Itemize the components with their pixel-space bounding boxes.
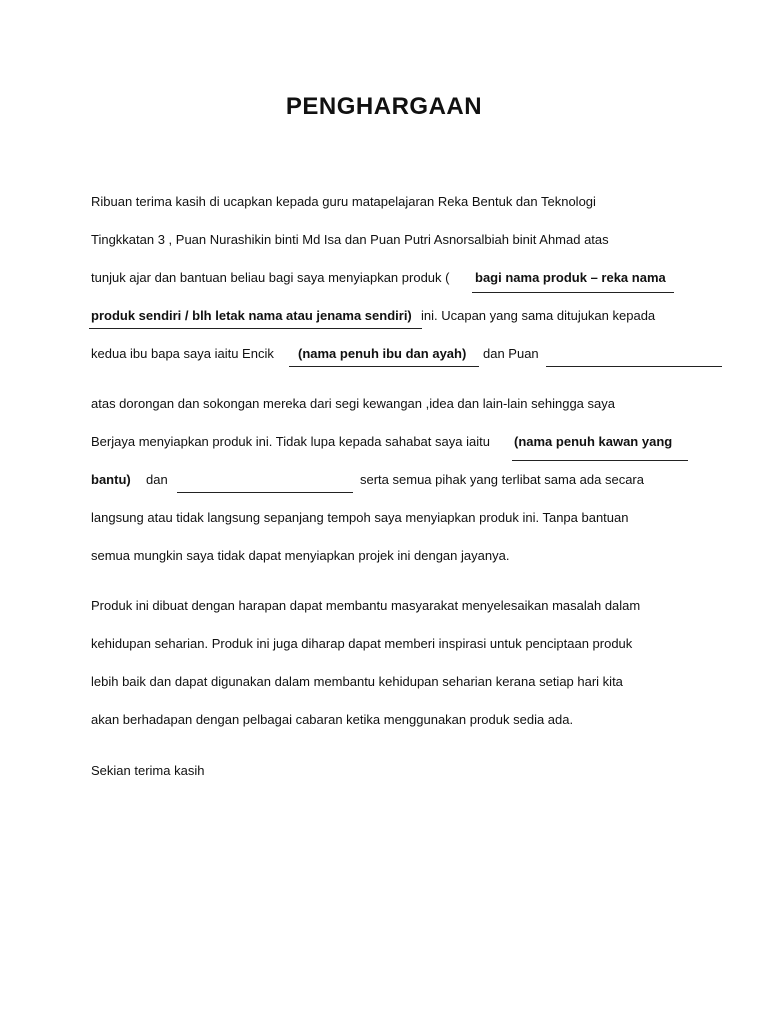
paragraph-1-line-3-text: tunjuk ajar dan bantuan beliau bagi saya menyiapkan produk (	[91, 270, 450, 285]
paragraph-1-line-2: Tingkkatan 3 , Puan Nurashikin binti Md Isa dan Puan Putri Asnorsalbiah binit Ahmad atas	[91, 232, 609, 247]
product-name-placeholder-part-1: bagi nama produk – reka nama	[475, 270, 666, 285]
friend-name-placeholder-part-1: (nama penuh kawan yang	[514, 434, 673, 449]
parents-name-placeholder: (nama penuh ibu dan ayah)	[298, 346, 467, 361]
paragraph-1-line-8-text: serta semua pihak yang terlibat sama ada secara	[360, 472, 644, 487]
paragraph-2-line-2: kehidupan seharian. Produk ini juga diharap dapat memberi inspirasi untuk penciptaan produk	[91, 636, 633, 651]
blank-line-father	[289, 366, 479, 367]
page-title: PENGHARGAAN	[285, 93, 483, 120]
paragraph-1-line-10: semua mungkin saya tidak dapat menyiapkan projek ini dengan jayanya.	[91, 548, 510, 563]
closing-text: Sekian terima kasih	[91, 763, 205, 778]
paragraph-1-dan-text: dan	[146, 472, 168, 487]
blank-line-product-1	[472, 292, 674, 293]
paragraph-1-line-1: Ribuan terima kasih di ucapkan kepada guru matapelajaran Reka Bentuk dan Teknologi	[91, 194, 596, 209]
paragraph-1-line-6: atas dorongan dan sokongan mereka dari segi kewangan ,idea dan lain-lain sehingga saya	[91, 396, 615, 411]
paragraph-2-line-3: lebih baik dan dapat digunakan dalam membantu kehidupan seharian kerana setiap hari kita	[91, 674, 623, 689]
paragraph-1-line-9: langsung atau tidak langsung sepanjang tempoh saya menyiapkan produk ini. Tanpa bantuan	[91, 510, 629, 525]
blank-line-mother	[546, 366, 722, 367]
paragraph-1-line-4-text: ini. Ucapan yang sama ditujukan kepada	[421, 308, 656, 323]
paragraph-2-line-4: akan berhadapan dengan pelbagai cabaran ketika menggunakan produk sedia ada.	[91, 712, 574, 727]
blank-line-product-2	[89, 328, 422, 329]
blank-line-friend-2	[177, 492, 353, 493]
paragraph-1-line-5-text: kedua ibu bapa saya iaitu Encik	[91, 346, 274, 361]
paragraph-2-line-1: Produk ini dibuat dengan harapan dapat membantu masyarakat menyelesaikan masalah dalam	[91, 598, 641, 613]
friend-name-placeholder-part-2: bantu)	[91, 472, 131, 487]
blank-line-friend-1	[512, 460, 688, 461]
paragraph-1-puan-text: dan Puan	[483, 346, 539, 361]
paragraph-1-line-7-text: Berjaya menyiapkan produk ini. Tidak lupa kepada sahabat saya iaitu	[91, 434, 490, 449]
product-name-placeholder-part-2: produk sendiri / blh letak nama atau jenama sendiri)	[91, 308, 412, 323]
